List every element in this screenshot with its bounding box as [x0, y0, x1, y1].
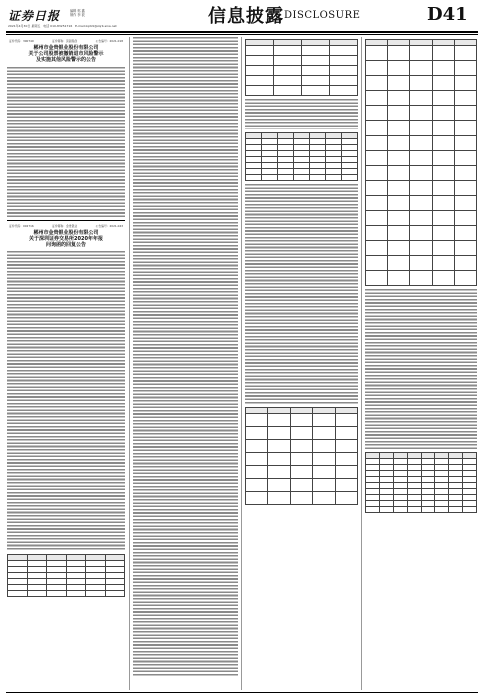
column-3 — [245, 37, 358, 690]
masthead-meta — [8, 24, 117, 28]
announcement-number: 公告编号：2021-018 — [95, 39, 123, 43]
editor-credits — [70, 9, 85, 17]
announcement-title-line: 郴州市金贵银业股份有限公司 — [33, 45, 99, 51]
data-table — [7, 554, 125, 597]
body-text — [245, 99, 358, 129]
body-text — [133, 37, 238, 677]
data-table — [365, 39, 477, 286]
column-1 — [7, 37, 125, 690]
column-divider — [241, 37, 242, 690]
announcement-title — [7, 45, 125, 64]
header-rule-thin — [6, 34, 478, 35]
phone: 电话 010-83251716 — [43, 24, 73, 28]
body-text — [245, 184, 358, 404]
stock-name: 证券简称：金贵银业 — [52, 223, 78, 228]
editor-line: 编辑 郭 鑫 — [70, 9, 85, 13]
announcement-block — [7, 39, 125, 217]
stock-code: 证券代码：002716 — [9, 223, 34, 228]
footer-rule — [6, 692, 478, 693]
announcement-title-line: 郴州市金贵银业股份有限公司 — [33, 229, 99, 236]
announcement-title-line: 及实施其他风险警示的公告 — [35, 57, 96, 64]
announcement-number: 公告编号：2021-043 — [95, 223, 123, 228]
data-table — [365, 452, 477, 513]
announcement-block — [7, 224, 125, 598]
producer-line: 制作 李 波 — [70, 13, 85, 17]
email: E-mail:zqrb9@zqrb.sina.net — [75, 24, 117, 28]
body-text — [365, 289, 477, 449]
column-4 — [365, 37, 477, 690]
newspaper-logo: 证券日报 — [8, 9, 61, 23]
header-rule-thick — [6, 31, 478, 33]
announcement-title-line: 问询函的回复公告 — [45, 242, 86, 249]
announcement-title-line: 关于公司股票被撤销退市风险警示 — [28, 51, 104, 58]
announcement-title-line: 关于深圳证券交易所2020年年报 — [29, 235, 103, 242]
stock-code: 证券代码：300749 — [9, 39, 34, 43]
announcement-title — [7, 230, 125, 249]
stock-name: 证券简称：顶固集创 — [52, 39, 78, 43]
column-divider — [129, 37, 130, 690]
body-text — [7, 251, 125, 551]
page-number: D41 — [427, 4, 468, 25]
announcement-code-line — [7, 39, 125, 43]
body-text — [7, 67, 125, 217]
data-table — [245, 39, 358, 96]
section-title-en: DISCLOSURE — [284, 10, 361, 21]
section-title: 信息披露 — [208, 6, 284, 27]
announcement-separator — [7, 220, 125, 221]
data-table — [245, 407, 358, 505]
announcement-code-line — [7, 224, 125, 228]
column-divider — [361, 37, 362, 690]
column-2 — [133, 37, 238, 690]
issue-date: 2021年4月30日 星期五 — [8, 24, 41, 28]
data-table — [245, 132, 358, 181]
